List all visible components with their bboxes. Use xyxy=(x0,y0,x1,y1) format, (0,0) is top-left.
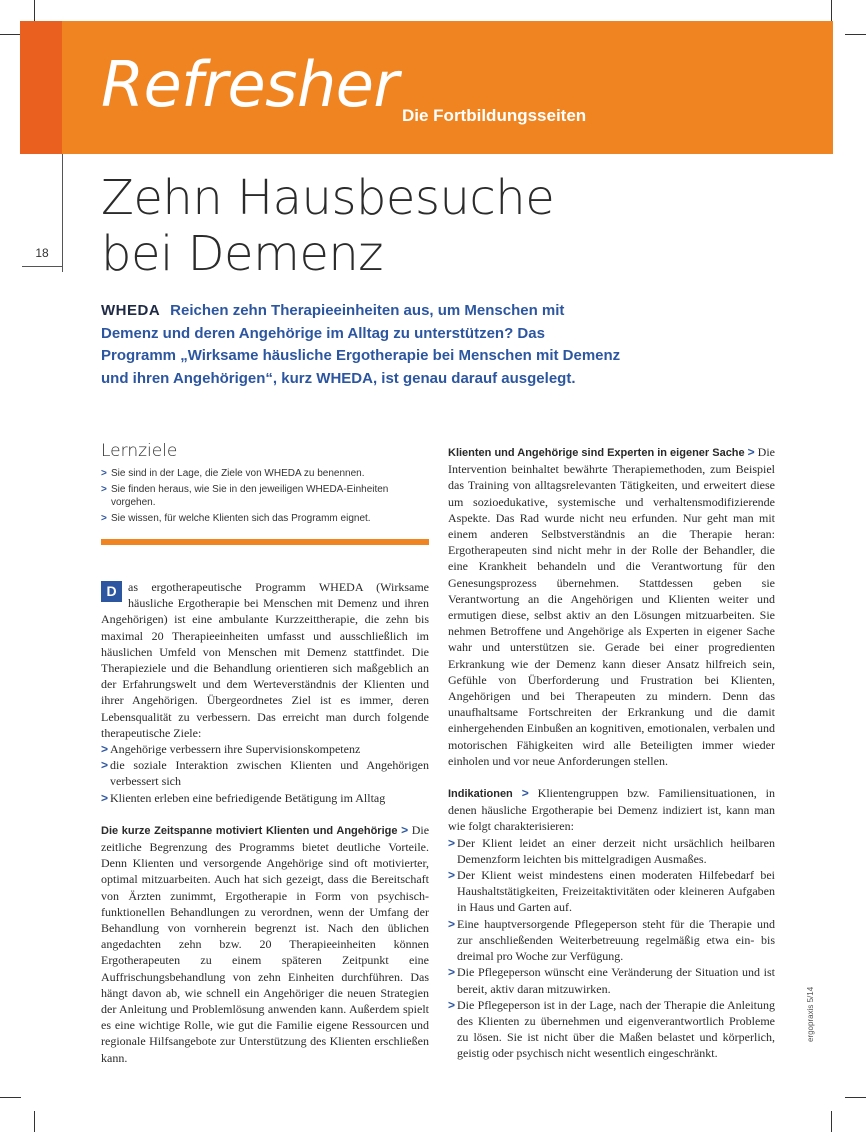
list-item: > Eine hauptversorgende Pflegeperson steht für die Therapie und zur anschließenden Weiterbetreuung regelmäßig etwa ein- bis dreimal pro Woche zur Verfügung. xyxy=(448,916,775,964)
list-item: > Der Klient leidet an einer derzeit nicht ursächlich heilbaren Demenzform leichten bis mittelgradigen Ausmaßes. xyxy=(448,835,775,866)
section-heading: Klienten und Angehörige sind Experten in eigener Sache xyxy=(448,447,745,459)
crop-mark xyxy=(831,0,832,21)
drop-cap: D xyxy=(101,581,122,602)
lernziele-list xyxy=(101,467,429,525)
arrow-icon: > xyxy=(448,997,456,1012)
header-band-tab xyxy=(20,21,62,154)
arrow-icon: > xyxy=(448,868,456,883)
arrow-icon: > xyxy=(521,786,529,801)
indications-list xyxy=(448,835,775,1062)
lernziele-title: Lernziele xyxy=(101,441,178,461)
arrow-icon: > xyxy=(101,483,107,495)
section-heading: Indikationen xyxy=(448,788,513,801)
title-line-2: bei Demenz xyxy=(101,226,383,282)
goals-list xyxy=(101,741,429,806)
article-title xyxy=(101,170,554,282)
list-item: > die soziale Interaktion zwischen Klienten und Angehörigen verbessert sich xyxy=(101,758,429,789)
list-item: > Die Pflegeperson ist in der Lage, nach der Therapie die Anleitung des Klienten zu übernehmen und eigenverantwortlich Probleme zu lösen. Sie ist nicht über die Maßen belastet und körperlich, geistig oder psychisch nicht wesentlich eingeschränkt. xyxy=(448,997,775,1061)
margin-rule xyxy=(62,154,63,272)
body-paragraph: Die kurze Zeitspanne motiviert Klienten und Angehörige > Die zeitliche Begrenzung des Programms bietet deutliche Vorteile. Denn Klienten und versorgende Angehörige sind oft motivierter, optimal mitzuarbeiten. Auch hat sich gezeigt, dass die Bereitschaft von Ärzten zunimmt, Ergotherapie in Form von psychisch-funktionellen Behandlungen zu verordnen, wenn der Umfang der Behandlung von vornherein begrenzt ist. Nach den üblichen angedachten zehn bzw. 20 Therapieeinheiten können Ergotherapeuten zu einem späteren Zeitpunkt eine Auffrischungsbehandlung von zehn Einheiten durchführen. Das hängt davon ab, wie schnell ein Angehöriger die neuen Strategien der Anleitung und Problemlösung anwenden kann. Außerdem spielt es eine wichtige Rolle, wie gut die Familie eigene Ressourcen und regionale Hilfsangebote zur Unterstützung des Klienten erschließen kann. xyxy=(101,822,430,1065)
crop-mark xyxy=(831,1111,832,1132)
page-number: 18 xyxy=(35,246,49,260)
intro-text: Reichen zehn Therapieeinheiten aus, um Menschen mit Demenz und deren Angehörige im Alltag zu unterstützen? Das Programm „Wirksame häusliche Ergotherapie bei Menschen mit Demenz und ihren Angehörigen“, kurz WHEDA, ist genau darauf ausgelegt. xyxy=(101,302,621,387)
arrow-icon: > xyxy=(101,790,109,805)
list-item: > Sie finden heraus, wie Sie in den jeweiligen WHEDA-Einheiten vorgehen. xyxy=(101,483,389,508)
list-item: > Sie wissen, für welche Klienten sich das Programm eignet. xyxy=(101,512,371,524)
arrow-icon: > xyxy=(747,445,755,459)
title-line-1: Zehn Hausbesuche xyxy=(101,170,555,226)
arrow-icon: > xyxy=(448,835,456,850)
intro-kicker: WHEDA xyxy=(101,302,161,319)
list-item: > Der Klient weist mindestens einen moderaten Hilfebedarf bei Haushaltstätigkeiten, Freizeitaktivitäten oder kleineren Aufgaben in Haus und Garten auf. xyxy=(448,868,775,915)
section-brand: Refresher xyxy=(101,48,399,121)
crop-mark xyxy=(0,34,21,35)
journal-footer: ergopraxis 5/14 xyxy=(806,986,815,1042)
list-item: > Angehörige verbessern ihre Supervisionskompetenz xyxy=(101,742,361,757)
list-item: > Klienten erleben eine befriedigende Betätigung im Alltag xyxy=(101,790,386,805)
list-item: > Sie sind in der Lage, die Ziele von WHEDA zu benennen. xyxy=(101,468,365,479)
crop-mark xyxy=(845,1097,866,1098)
arrow-icon: > xyxy=(101,468,107,479)
crop-mark xyxy=(34,1111,35,1132)
crop-mark xyxy=(0,1097,21,1098)
body-paragraph: Indikationen > Klientengruppen bzw. Familiensituationen, in denen häusliche Ergotherapie bei Demenz indiziert ist, kann man wie folgt charakterisieren: xyxy=(448,786,775,834)
crop-mark xyxy=(845,34,866,35)
body-paragraph: D as ergotherapeutische Programm WHEDA (Wirksame häusliche Ergotherapie bei Menschen mit Demenz und ihren Angehörigen) ist eine ambulante Kurzzeittherapie, die zehn bis maximal 20 Therapieeinheiten umfasst und ausschließlich im häuslichen Umfeld von Menschen mit Demenz stattfindet. Die Therapieziele und die Behandlung orientieren sich maßgeblich an der Erfahrungswelt und dem Werteverständnis der Klienten und ihrer Angehörigen. Übergeordnetes Ziel ist es immer, deren Lebensqualität zu verbessern. Das erreicht man durch folgende therapeutische Ziele: xyxy=(101,580,429,740)
list-item: > Die Pflegeperson wünscht eine Veränderung der Situation und ist bereit, aktiv daran mitzuwirken. xyxy=(448,965,775,996)
arrow-icon: > xyxy=(101,758,109,773)
arrow-icon: > xyxy=(101,512,107,524)
arrow-icon: > xyxy=(401,822,409,837)
arrow-icon: > xyxy=(101,742,109,757)
section-heading: Die kurze Zeitspanne motiviert Klienten und Angehörige xyxy=(101,824,398,837)
orange-divider xyxy=(101,539,429,545)
left-column xyxy=(101,440,429,1066)
arrow-icon: > xyxy=(448,965,456,980)
crop-mark xyxy=(34,0,35,21)
body-paragraph: Klienten und Angehörige sind Experten in eigener Sache > Die Intervention beinhaltet bewährte Therapiemethoden, zum Beispiel das Training von alltagsrelevanten Tätigkeiten, und erweitert diese um sozioedukative, systemische und verhaltensmodifizierende Aspekte. Das Rad wurde nicht neu erfunden. Nur geht man mit einem anderen Selbstverständnis an die Therapie heran: Ergotherapeuten sind nicht mehr in der Rolle der Behandler, die eine Krankheit behandeln und die Verantwortung für den Genesungsprozess übernehmen. Stattdessen geben sie Verantwortung an die Angehörigen und Klienten weiter und ermutigen diese, selbst aktiv an den Lösungen mitzuarbeiten. Sie nehmen Betroffene und Angehörige als Experten in eigener Sache wahr und unterstützen sie. Gerade bei einer progredienten Erkrankung wie der Demenz kann dieser Ansatz hilfreich sein, Gefühle von Überforderung und Frustration bei Klienten, Angehörigen und bei Therapeuten zu mindern. Denn das unaufhaltsame Fortschreiten der Erkrankung und die damit einhergehenden Einbußen an kognitiven, emotionalen, verbalen und motorischen Fähigkeiten wird alle Beteiligten immer wieder einholen und vor neue Anforderungen stellen. xyxy=(448,445,776,768)
right-column xyxy=(448,444,775,1062)
arrow-icon: > xyxy=(448,916,456,931)
section-subtitle: Die Fortbildungsseiten xyxy=(402,106,587,125)
article-intro xyxy=(101,300,621,390)
page-number-rule xyxy=(22,266,62,267)
